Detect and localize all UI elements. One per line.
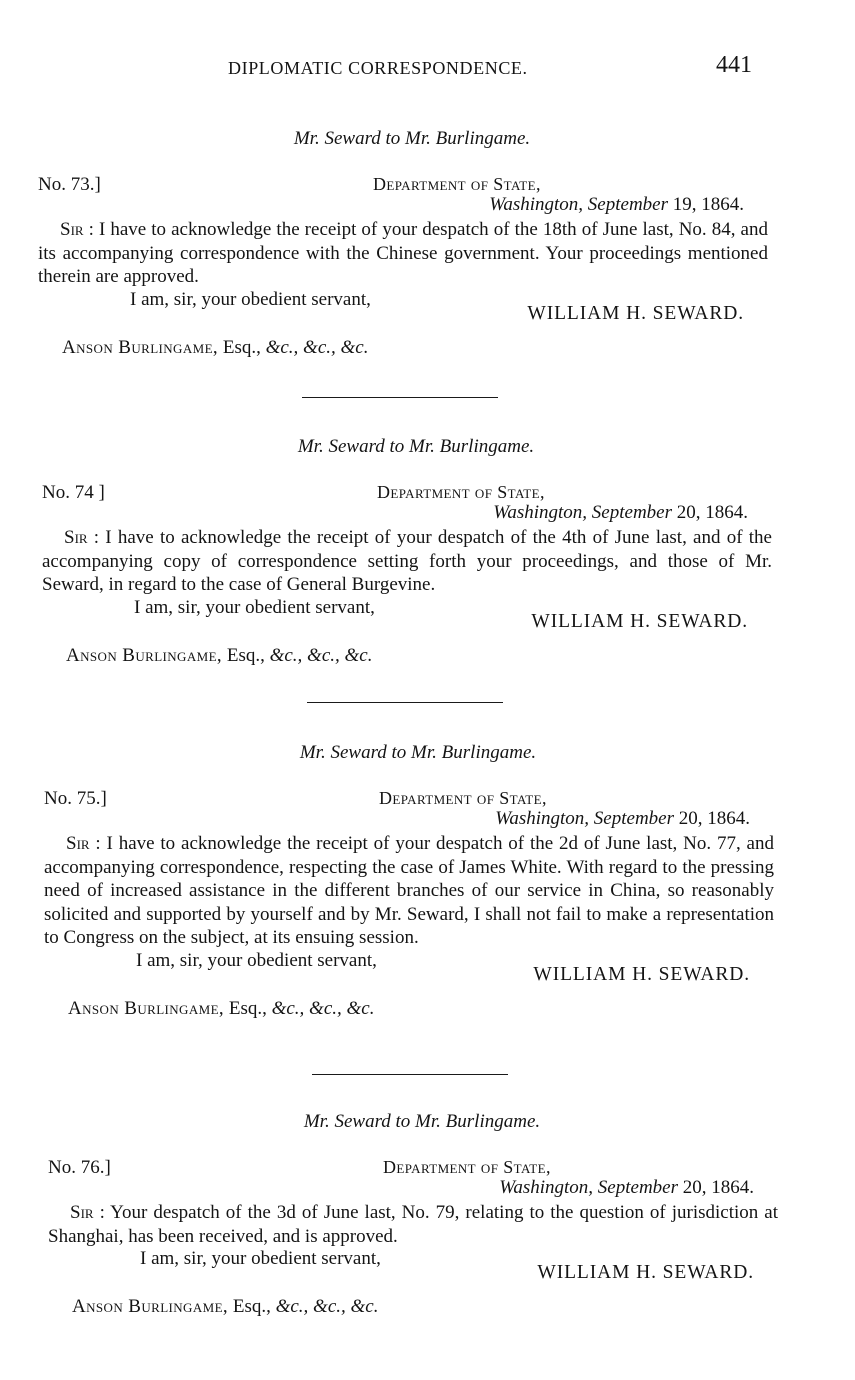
signature: WILLIAM H. SEWARD. (537, 1262, 754, 1283)
letter-74 (42, 436, 772, 667)
letter-meta (38, 174, 768, 218)
closing-block (48, 1248, 778, 1292)
closing-block (38, 289, 768, 333)
dateline-place: Washington, September (489, 194, 668, 215)
addressee-etc: &c., &c., &c. (269, 644, 373, 666)
addressee-etc: &c., &c., &c. (275, 1296, 379, 1317)
addressee-name: Anson Burlingame, (72, 1296, 229, 1317)
closing-line: I am, sir, your obedient servant, (136, 949, 377, 971)
letter-body (48, 1201, 778, 1248)
letter-75 (44, 742, 774, 1020)
addressee-title: Esq., (224, 997, 272, 1019)
letter-heading: Mr. Seward to Mr. Burlingame. (303, 1111, 541, 1132)
dateline (493, 502, 748, 524)
letter-meta (48, 1157, 778, 1201)
letter-heading: Mr. Seward to Mr. Burlingame. (297, 436, 535, 457)
dateline (495, 808, 750, 830)
salutation: Sir : (66, 833, 101, 854)
dateline-date: 19, 1864. (668, 194, 744, 215)
addressee-name: Anson Burlingame, (68, 997, 225, 1019)
salutation: Sir : (60, 219, 94, 240)
department-line: Department of State, (373, 174, 541, 194)
letter-meta (42, 482, 772, 526)
section-divider (307, 702, 503, 703)
letter-body (44, 832, 774, 950)
despatch-number: No. 73.] (38, 174, 101, 195)
signature: WILLIAM H. SEWARD. (527, 302, 744, 324)
dateline (499, 1177, 754, 1199)
letter-body (38, 218, 768, 289)
dateline-date: 20, 1864. (678, 1177, 754, 1198)
despatch-number: No. 74 ] (42, 482, 105, 503)
addressee-name: Anson Burlingame, (62, 336, 219, 358)
addressee-title: Esq., (228, 1296, 276, 1317)
letter-body (42, 526, 772, 597)
addressee (68, 998, 774, 1020)
dateline-place: Washington, September (499, 1177, 678, 1198)
department-line: Department of State, (383, 1157, 551, 1177)
section-divider (302, 397, 498, 398)
page-number: 441 (716, 52, 752, 78)
closing-block (42, 597, 772, 641)
body-text: I have to acknowledge the receipt of your despatch of the 18th of June last, No. 84, and its accompanying correspondence with the Chinese government. Your proceedings mentioned therein are approved. (38, 219, 768, 287)
salutation: Sir : (64, 527, 100, 548)
dateline-date: 20, 1864. (674, 808, 750, 829)
addressee-name: Anson Burlingame, (66, 644, 223, 666)
addressee-title: Esq., (218, 336, 266, 358)
letter-meta (44, 788, 774, 832)
dateline-date: 20, 1864. (672, 502, 748, 523)
closing-line: I am, sir, your obedient servant, (130, 288, 371, 310)
addressee-etc: &c., &c., &c. (271, 997, 375, 1019)
addressee (72, 1296, 778, 1318)
despatch-number: No. 76.] (48, 1157, 111, 1178)
addressee-etc: &c., &c., &c. (265, 336, 369, 358)
letter-73 (38, 128, 768, 359)
dateline-place: Washington, September (493, 502, 672, 523)
signature: WILLIAM H. SEWARD. (531, 610, 748, 632)
salutation: Sir : (70, 1202, 105, 1223)
body-text: Your despatch of the 3d of June last, No. 79, relating to the question of jurisdiction at Shanghai, has been received, and is approved. (48, 1202, 778, 1247)
letter-heading: Mr. Seward to Mr. Burlingame. (299, 742, 537, 763)
closing-line: I am, sir, your obedient servant, (134, 596, 375, 618)
closing-line: I am, sir, your obedient servant, (140, 1248, 381, 1269)
letter-76 (48, 1111, 778, 1318)
department-line: Department of State, (379, 788, 547, 808)
closing-block (44, 950, 774, 994)
dateline (489, 194, 744, 216)
addressee-title: Esq., (222, 644, 270, 666)
department-line: Department of State, (377, 482, 545, 502)
section-divider (312, 1074, 508, 1075)
body-text: I have to acknowledge the receipt of your despatch of the 2d of June last, No. 77, and accompanying correspondence, respecting the case of James White. With regard to the pressing need of increased assistance in the different branches of our service in China, so reasonably solicited and supported by yourself and by Mr. Seward, I shall not fail to make a representation to Congress on the subject, at its ensuing session. (44, 833, 774, 948)
signature: WILLIAM H. SEWARD. (533, 963, 750, 985)
addressee (62, 337, 768, 359)
running-title: DIPLOMATIC CORRESPONDENCE. (228, 58, 528, 78)
body-text: I have to acknowledge the receipt of your despatch of the 4th of June last, and of the accompanying copy of correspondence setting forth your proceedings, and those of Mr. Seward, in regard to the case of General Burgevine. (42, 527, 772, 595)
despatch-number: No. 75.] (44, 788, 107, 809)
addressee (66, 645, 772, 667)
letter-heading: Mr. Seward to Mr. Burlingame. (293, 128, 531, 149)
dateline-place: Washington, September (495, 808, 674, 829)
